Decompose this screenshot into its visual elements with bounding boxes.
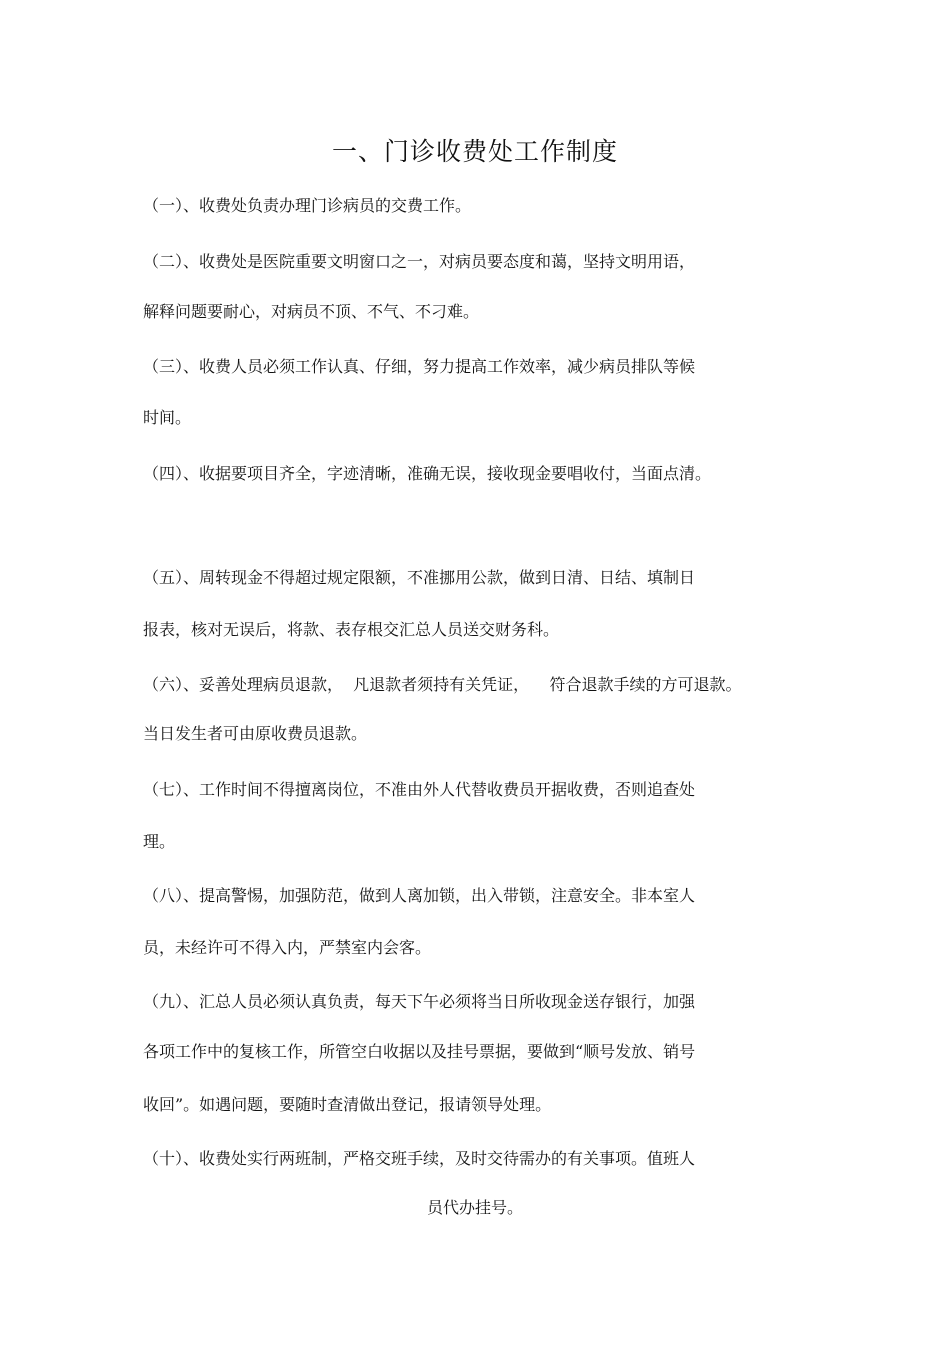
rule-5-line-2: 报表，核对无误后，将款、表存根交汇总人员送交财务科。 [143, 620, 560, 639]
rule-4-line-1: （四）、收据要项目齐全，字迹清晰，准确无误，接收现金要唱收付，当面点清。 [143, 464, 712, 483]
rule-6-line-1: （六）、妥善处理病员退款， 凡退款者须持有关凭证， 符合退款手续的方可退款。 [143, 675, 742, 694]
rule-6-line-2: 当日发生者可由原收费员退款。 [143, 724, 368, 743]
rule-3-line-2: 时间。 [143, 408, 192, 427]
rule-7-line-2: 理。 [143, 832, 176, 851]
rule-8-line-1: （八）、提高警惕，加强防范，做到人离加锁，出入带锁，注意安全。非本室人 [143, 886, 696, 905]
rule-5-line-1: （五）、周转现金不得超过规定限额，不准挪用公款，做到日清、日结、填制日 [143, 568, 696, 587]
rule-1-line-1: （一）、收费处负责办理门诊病员的交费工作。 [143, 196, 472, 215]
rule-2-line-2: 解释问题要耐心，对病员不顶、不气、不刁难。 [143, 302, 480, 321]
rule-9-line-1: （九）、汇总人员必须认真负责，每天下午必须将当日所收现金送存银行，加强 [143, 992, 696, 1011]
rule-10-line-1: （十）、收费处实行两班制，严格交班手续，及时交待需办的有关事项。值班人 [143, 1149, 696, 1168]
rule-10-line-2: 员代办挂号。 [426, 1198, 523, 1217]
rule-3-line-1: （三）、收费人员必须工作认真、仔细，努力提高工作效率，减少病员排队等候 [143, 357, 696, 376]
rule-2-line-1: （二）、收费处是医院重要文明窗口之一，对病员要态度和蔼，坚持文明用语， [143, 252, 696, 271]
document-title: 一、门诊收费处工作制度 [331, 137, 618, 166]
rule-9-line-3: 收回”。如遇问题，要随时查清做出登记，报请领导处理。 [143, 1095, 552, 1114]
rule-8-line-2: 员，未经许可不得入内，严禁室内会客。 [143, 938, 432, 957]
rule-7-line-1: （七）、工作时间不得擅离岗位，不准由外人代替收费员开据收费，否则追查处 [143, 780, 696, 799]
rule-9-line-2: 各项工作中的复核工作，所管空白收据以及挂号票据，要做到“顺号发放、销号 [143, 1042, 696, 1061]
